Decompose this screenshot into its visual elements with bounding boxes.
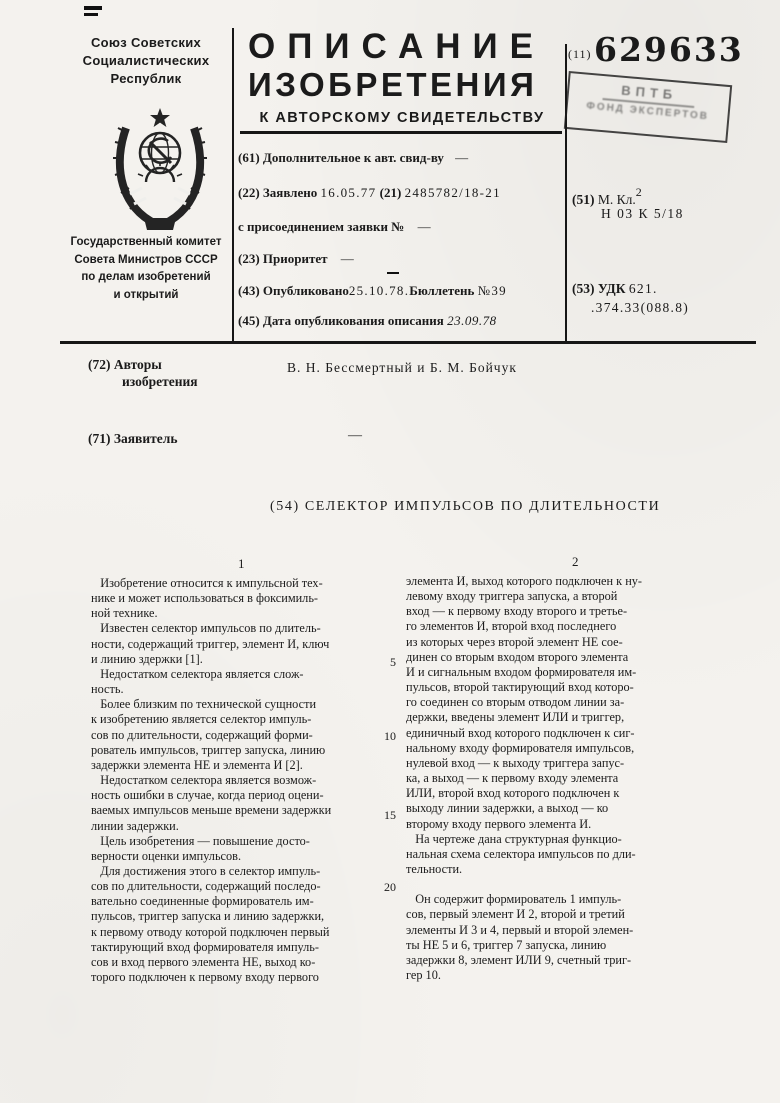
authors-names: В. Н. Бессмертный и Б. М. Бойчук xyxy=(287,360,517,375)
field-51-code: (51) xyxy=(572,192,595,207)
field-51-label: М. Кл. xyxy=(597,192,636,207)
field-23-value: — xyxy=(340,251,356,266)
field-joined-application xyxy=(238,219,432,235)
text-line: Известен селектор импульсов по длитель- xyxy=(91,621,321,636)
invention-title xyxy=(270,499,660,515)
stamp-text-1: ВПТБ xyxy=(620,82,678,103)
text-line: ность. xyxy=(91,682,124,697)
field-51-superscript: 2 xyxy=(635,185,642,199)
text-line: нулевой вход — к выходу триггера запус- xyxy=(406,755,625,770)
body-column-left xyxy=(91,576,386,985)
body-column-right xyxy=(406,574,701,983)
text-line: гер 10. xyxy=(406,968,441,983)
document-subtitle: К АВТОРСКОМУ СВИДЕТЕЛЬСТВУ xyxy=(259,110,545,126)
field-71-code: (71) xyxy=(88,431,111,446)
field-43-value: 25.10.78. xyxy=(348,283,410,298)
field-22-code: (22) xyxy=(238,185,260,200)
invention-title-text: СЕЛЕКТОР ИМПУЛЬСОВ ПО ДЛИТЕЛЬНОСТИ xyxy=(304,499,661,514)
field-72-label-line2: изобретения xyxy=(122,374,198,389)
text-line: нальная схема селектора импульсов по дли- xyxy=(406,846,636,861)
text-line: верности оценки импульсов. xyxy=(91,848,242,863)
field-43-label: Опубликовано xyxy=(262,283,349,298)
field-53-value1: 621. xyxy=(628,281,658,296)
applicant-value: — xyxy=(348,428,362,443)
text-line: держки, введены элемент ИЛИ и триггер, xyxy=(406,710,625,725)
text-line: Социалистических xyxy=(82,53,210,68)
line-number-10: 10 xyxy=(384,729,396,743)
text-line: Цель изобретения — повышение досто- xyxy=(91,833,310,848)
text-line: задержки 8, элемент ИЛИ 9, счетный триг- xyxy=(406,952,632,967)
text-line: Он содержит формирователь 1 импуль- xyxy=(406,892,622,907)
text-line: нике и может использоваться в фоксимиль- xyxy=(91,591,319,606)
text-line: выходу линии задержки, а выход — ко xyxy=(406,801,609,816)
field-43-label2: Бюллетень xyxy=(409,283,475,298)
text-line: вход — к первому входу второго и третье- xyxy=(406,604,628,619)
field-45-code: (45) xyxy=(238,313,260,328)
field-53-value2: .374.33(088.8) xyxy=(591,300,690,315)
text-line: элементы И 3 и 4, первый и второй элемен- xyxy=(406,922,634,937)
field-45-label: Дата опубликования описания xyxy=(262,313,444,328)
text-line: тактирующий вход формирователя импуль- xyxy=(91,939,319,954)
text-line: И и сигнальным входом формирователя им- xyxy=(406,664,637,679)
field-61-code: (61) xyxy=(238,150,260,165)
text-line: нальному входу формирователя импульсов, xyxy=(406,740,635,755)
text-line: ка, а выход — к первому входу элемента xyxy=(406,771,619,786)
text-line: и открытий xyxy=(113,288,179,301)
field-22-value: 16.05.77 xyxy=(320,185,377,200)
field-72-label-line1: Авторы xyxy=(113,357,162,372)
text-line: Изобретение относится к импульсной тех- xyxy=(91,576,323,590)
text-line: Более близким по технической сущности xyxy=(91,697,317,712)
field-joined-value: — xyxy=(417,219,432,234)
text-line: из которых через второй элемент НЕ сое- xyxy=(406,634,623,649)
text-line: к первому отводу которой подключен первый xyxy=(91,924,330,939)
text-line: сов, первый элемент И 2, второй и третий xyxy=(406,907,625,922)
text-line: ной технике. xyxy=(91,606,158,621)
text-line: левому входу триггера запуска, а второй xyxy=(406,589,618,604)
text-line: ность ошибки в случае, когда период оцени- xyxy=(91,788,324,803)
country-name xyxy=(58,34,234,88)
text-line: пульсов, триггер запуска и линию задержки, xyxy=(91,909,325,924)
text-line xyxy=(406,877,701,892)
text-line: тельности. xyxy=(406,861,463,876)
text-line: линии задержки. xyxy=(91,818,179,833)
text-line: го соединен со вторым отводом линии за- xyxy=(406,695,625,710)
text-line: к изобретению является селектор импуль- xyxy=(91,712,312,727)
field-43-value2: №39 xyxy=(477,283,507,298)
text-line: сов по длительности, содержащий последо- xyxy=(91,879,321,894)
library-stamp xyxy=(564,71,732,143)
text-line: ты НЕ 5 и 6, триггер 7 запуска, линию xyxy=(406,937,607,952)
subtitle-underline xyxy=(240,131,562,134)
scan-artifact xyxy=(84,13,98,16)
text-line: ИЛИ, второй вход которого подключен к xyxy=(406,786,620,801)
correction-mark xyxy=(387,272,399,274)
text-line: Недостатком селектора является возмож- xyxy=(91,773,317,788)
field-51-value: Н 03 К 5/18 xyxy=(601,206,684,221)
ussr-coat-of-arms-icon xyxy=(100,106,220,232)
text-line: сов и вход первого элемента НЕ, выход ко- xyxy=(91,954,316,969)
field-43-code: (43) xyxy=(238,283,260,298)
stamp-text-2: ФОНД ЭКСПЕРТОВ xyxy=(585,100,710,123)
vertical-divider-left xyxy=(232,28,234,342)
column-number-1: 1 xyxy=(238,556,245,571)
field-45 xyxy=(238,313,497,329)
text-line: по делам изобретений xyxy=(81,271,211,283)
committee-name xyxy=(52,234,240,304)
text-line: Союз Советских xyxy=(90,35,202,50)
column-number-2: 2 xyxy=(572,554,579,569)
field-53 xyxy=(572,281,658,297)
field-22 xyxy=(238,185,501,201)
text-line: второму входу первого элемента И. xyxy=(406,816,592,831)
horizontal-rule xyxy=(60,341,756,344)
text-line: единичный вход которого подключен к сиг- xyxy=(406,725,635,740)
field-53-label: УДК xyxy=(597,281,626,296)
scan-artifact xyxy=(84,6,102,10)
line-number-5: 5 xyxy=(390,655,396,669)
text-line: пульсов, второй тактирующий вход которо- xyxy=(406,680,634,695)
text-line: вательно соединенные формирователь им- xyxy=(91,894,314,909)
field-51 xyxy=(572,185,642,208)
text-line: Республик xyxy=(110,71,182,86)
field-23-label: Приоритет xyxy=(262,251,328,266)
field-61-label: Дополнительное к авт. свид-ву xyxy=(262,150,444,165)
applicant-label xyxy=(88,431,177,447)
text-line: Для достижения этого в селектор импуль- xyxy=(91,863,321,878)
text-line: ности, содержащий триггер, элемент И, ключ xyxy=(91,636,330,651)
text-line: Совета Министров СССР xyxy=(74,253,218,266)
document-type-title: ОПИСАНИЕ xyxy=(248,27,545,66)
document-type-title-2: ИЗОБРЕТЕНИЯ xyxy=(248,66,538,103)
field-23-code: (23) xyxy=(238,251,260,266)
authors-label xyxy=(88,356,198,390)
field-23 xyxy=(238,251,355,267)
text-line: задержки элемента НЕ и элемента И [2]. xyxy=(91,757,303,772)
field-71-label: Заявитель xyxy=(113,431,178,446)
invention-title-code: (54) xyxy=(270,499,300,514)
field-21-code: (21) xyxy=(379,185,402,200)
text-line: торого подключен к первому входу первого xyxy=(91,970,319,985)
line-number-15: 15 xyxy=(384,808,396,822)
field-61-value: — xyxy=(455,150,470,165)
field-21-value: 2485782/18-21 xyxy=(404,185,501,200)
field-53-code: (53) xyxy=(572,281,595,296)
field-45-value: 23.09.78 xyxy=(447,313,497,328)
field-43 xyxy=(238,283,507,299)
text-line: элемента И, выход которого подключен к ну- xyxy=(406,574,643,588)
field-22-label: Заявлено xyxy=(262,185,318,200)
field-61 xyxy=(238,150,469,166)
text-line: го элементов И, второй вход последнего xyxy=(406,619,617,634)
text-line: сов по длительности, содержащий форми- xyxy=(91,727,313,742)
field-joined-label: с присоединением заявки № xyxy=(238,219,405,234)
text-line: Государственный комитет xyxy=(70,236,222,248)
field-72-code: (72) xyxy=(88,357,111,372)
text-line: На чертеже дана структурная функцио- xyxy=(406,831,622,846)
text-line: динен со вторым входом второго элемента xyxy=(406,649,629,664)
doc-number: 629633 xyxy=(594,30,744,69)
line-number-20: 20 xyxy=(384,880,396,894)
text-line: Недостатком селектора является слож- xyxy=(91,666,304,681)
text-line: и линию здержки [1]. xyxy=(91,651,203,666)
text-line: ваемых импульсов меньше времени задержки xyxy=(91,803,332,818)
doc-number-code: (11) xyxy=(568,47,592,61)
text-line: рователь импульсов, триггер запуска, линию xyxy=(91,742,326,757)
